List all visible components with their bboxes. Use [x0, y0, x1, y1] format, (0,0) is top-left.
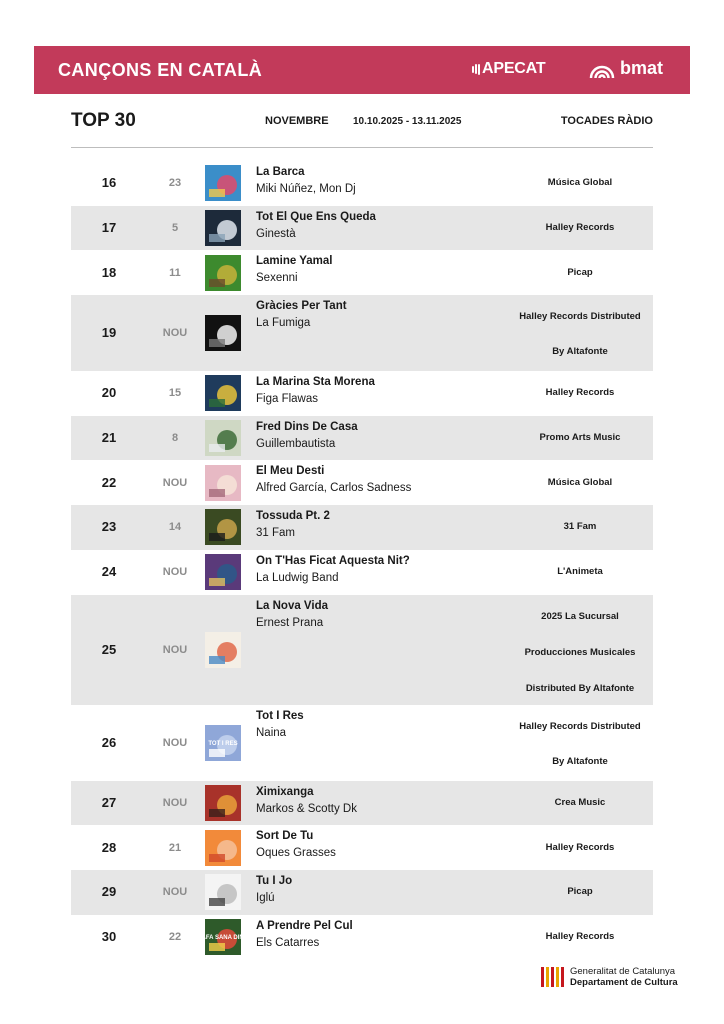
song-artist: Alfred García, Carlos Sadness	[256, 482, 412, 495]
chart-table	[71, 161, 653, 959]
previous-position: NOU	[162, 796, 188, 809]
table-row	[71, 250, 653, 295]
song-artist: Naina	[256, 726, 287, 739]
previous-position: NOU	[162, 476, 188, 489]
chart-position: 23	[101, 519, 117, 535]
chart-position: 29	[101, 884, 117, 900]
record-label: 31 Fam	[563, 521, 597, 533]
previous-position: NOU	[162, 886, 188, 899]
song-artist: Iglú	[256, 891, 275, 904]
previous-position: 23	[168, 177, 182, 190]
footer-line-2: Departament de Cultura	[570, 977, 678, 988]
previous-position: NOU	[162, 643, 188, 656]
svg-text:TAFA SANA DINS: TAFA SANA DINS	[198, 934, 248, 941]
table-row	[71, 161, 653, 206]
chart-header	[71, 108, 653, 138]
table-row	[71, 825, 653, 870]
chart-position: 27	[101, 794, 117, 810]
song-artist: La Ludwig Band	[256, 571, 339, 584]
song-title: Tossuda Pt. 2	[256, 510, 330, 523]
page-title: CANÇONS EN CATALÀ	[58, 60, 263, 80]
album-cover	[205, 554, 241, 590]
song-artist: Guillembautista	[256, 437, 336, 450]
album-cover	[205, 632, 241, 668]
chart-month: NOVEMBRE	[265, 115, 329, 127]
chart-name: TOP 30	[71, 110, 136, 131]
chart-position: 28	[101, 839, 117, 855]
album-cover	[205, 165, 241, 201]
chart-position: 17	[101, 220, 117, 236]
bmat-logo-text: bmat	[620, 57, 664, 78]
album-cover	[205, 315, 241, 351]
album-cover	[205, 874, 241, 910]
table-row	[71, 460, 653, 505]
song-artist: Ginestà	[256, 227, 296, 240]
footer-line-1: Generalitat de Catalunya	[570, 966, 676, 977]
record-label: Picap	[567, 886, 593, 898]
bmat-logo	[588, 56, 663, 80]
chart-date-range: 10.10.2025 - 13.11.2025	[353, 116, 462, 127]
chart-position: 21	[101, 430, 117, 446]
chart-position: 25	[101, 641, 117, 657]
apecat-logo	[472, 60, 545, 78]
record-label: Crea Music	[554, 796, 606, 808]
album-cover	[205, 785, 241, 821]
song-title: La Barca	[256, 166, 305, 178]
album-cover	[205, 830, 241, 866]
previous-position: NOU	[162, 736, 188, 749]
record-label: Música Global	[547, 177, 613, 189]
previous-position: NOU	[162, 327, 188, 340]
song-artist: Els Catarres	[256, 936, 320, 949]
song-title: On T'Has Ficat Aquesta Nit?	[256, 554, 410, 567]
previous-position: NOU	[162, 566, 188, 579]
table-row	[71, 295, 653, 371]
header-banner	[34, 46, 690, 94]
table-row	[71, 371, 653, 416]
album-cover	[205, 509, 241, 545]
album-cover	[198, 919, 248, 955]
table-row	[71, 416, 653, 461]
chart-position: 24	[101, 564, 117, 580]
previous-position: 22	[168, 930, 182, 943]
table-row	[71, 705, 653, 781]
record-label: Picap	[567, 266, 593, 278]
previous-position: 11	[169, 266, 181, 279]
chart-position: 22	[101, 474, 117, 490]
table-row	[71, 915, 653, 960]
album-cover	[205, 725, 241, 761]
song-artist: Oques Grasses	[256, 847, 336, 860]
album-cover	[205, 255, 241, 291]
record-label: Halley Records Distributed	[519, 720, 641, 732]
chart-position: 26	[101, 734, 117, 750]
song-title: Lamine Yamal	[256, 255, 333, 268]
album-cover	[205, 210, 241, 246]
song-artist: Sexenni	[256, 272, 298, 285]
chart-position: 16	[101, 175, 117, 191]
record-label: Promo Arts Music	[539, 432, 621, 444]
previous-position: 8	[171, 432, 179, 445]
album-cover	[205, 465, 241, 501]
footer-logo	[541, 966, 678, 988]
table-row	[71, 595, 653, 705]
song-title: Ximixanga	[256, 785, 314, 798]
chart-position: 20	[101, 385, 117, 401]
apecat-bars-icon	[472, 64, 480, 75]
record-label: Halley Records Distributed	[519, 311, 641, 323]
previous-position: 5	[171, 222, 179, 235]
previous-position: 21	[168, 841, 182, 854]
album-cover	[205, 375, 241, 411]
song-title: Tu I Jo	[256, 874, 293, 887]
table-row	[71, 505, 653, 550]
record-label: By Altafonte	[552, 755, 608, 767]
table-row	[71, 781, 653, 826]
chart-position: 18	[101, 264, 117, 280]
bmat-waves-icon	[588, 56, 616, 80]
apecat-logo-text: APECAT	[482, 60, 546, 77]
song-artist: Miki Núñez, Mon Dj	[256, 183, 356, 195]
table-row	[71, 870, 653, 915]
record-label: Halley Records	[545, 841, 615, 853]
table-row	[71, 206, 653, 251]
song-artist: 31 Fam	[256, 527, 295, 540]
svg-text:TOT I RES: TOT I RES	[208, 740, 238, 747]
song-title: Tot El Que Ens Queda	[256, 210, 376, 223]
chart-position: 19	[101, 325, 117, 341]
previous-position: 15	[168, 387, 182, 400]
album-cover	[205, 420, 241, 456]
generalitat-flag-icon	[541, 967, 564, 987]
song-artist: Markos & Scotty Dk	[256, 802, 357, 815]
record-label: Halley Records	[545, 930, 615, 942]
record-label: Música Global	[547, 476, 613, 488]
song-title: A Prendre Pel Cul	[256, 919, 353, 932]
record-label: Producciones Musicales	[524, 646, 636, 658]
song-title: Fred Dins De Casa	[256, 420, 358, 433]
header-divider	[71, 147, 653, 148]
record-label: L'Animeta	[557, 566, 603, 578]
song-title: La Marina Sta Morena	[256, 376, 375, 389]
chart-category: TOCADES RÀDIO	[560, 115, 653, 127]
chart-position: 30	[101, 928, 117, 944]
song-artist: Figa Flawas	[256, 393, 318, 406]
previous-position: 14	[168, 521, 182, 534]
record-label: 2025 La Sucursal	[541, 610, 619, 622]
song-title: La Nova Vida	[256, 599, 329, 612]
record-label: Halley Records	[545, 222, 615, 234]
song-title: Tot I Res	[256, 709, 304, 722]
table-row	[71, 550, 653, 595]
song-artist: La Fumiga	[256, 317, 311, 330]
song-title: Sort De Tu	[256, 830, 314, 843]
song-title: Gràcies Per Tant	[256, 300, 347, 313]
song-title: El Meu Desti	[256, 465, 325, 478]
record-label: Distributed By Altafonte	[525, 682, 635, 694]
record-label: By Altafonte	[552, 346, 608, 358]
song-artist: Ernest Prana	[256, 616, 324, 629]
record-label: Halley Records	[545, 387, 615, 399]
